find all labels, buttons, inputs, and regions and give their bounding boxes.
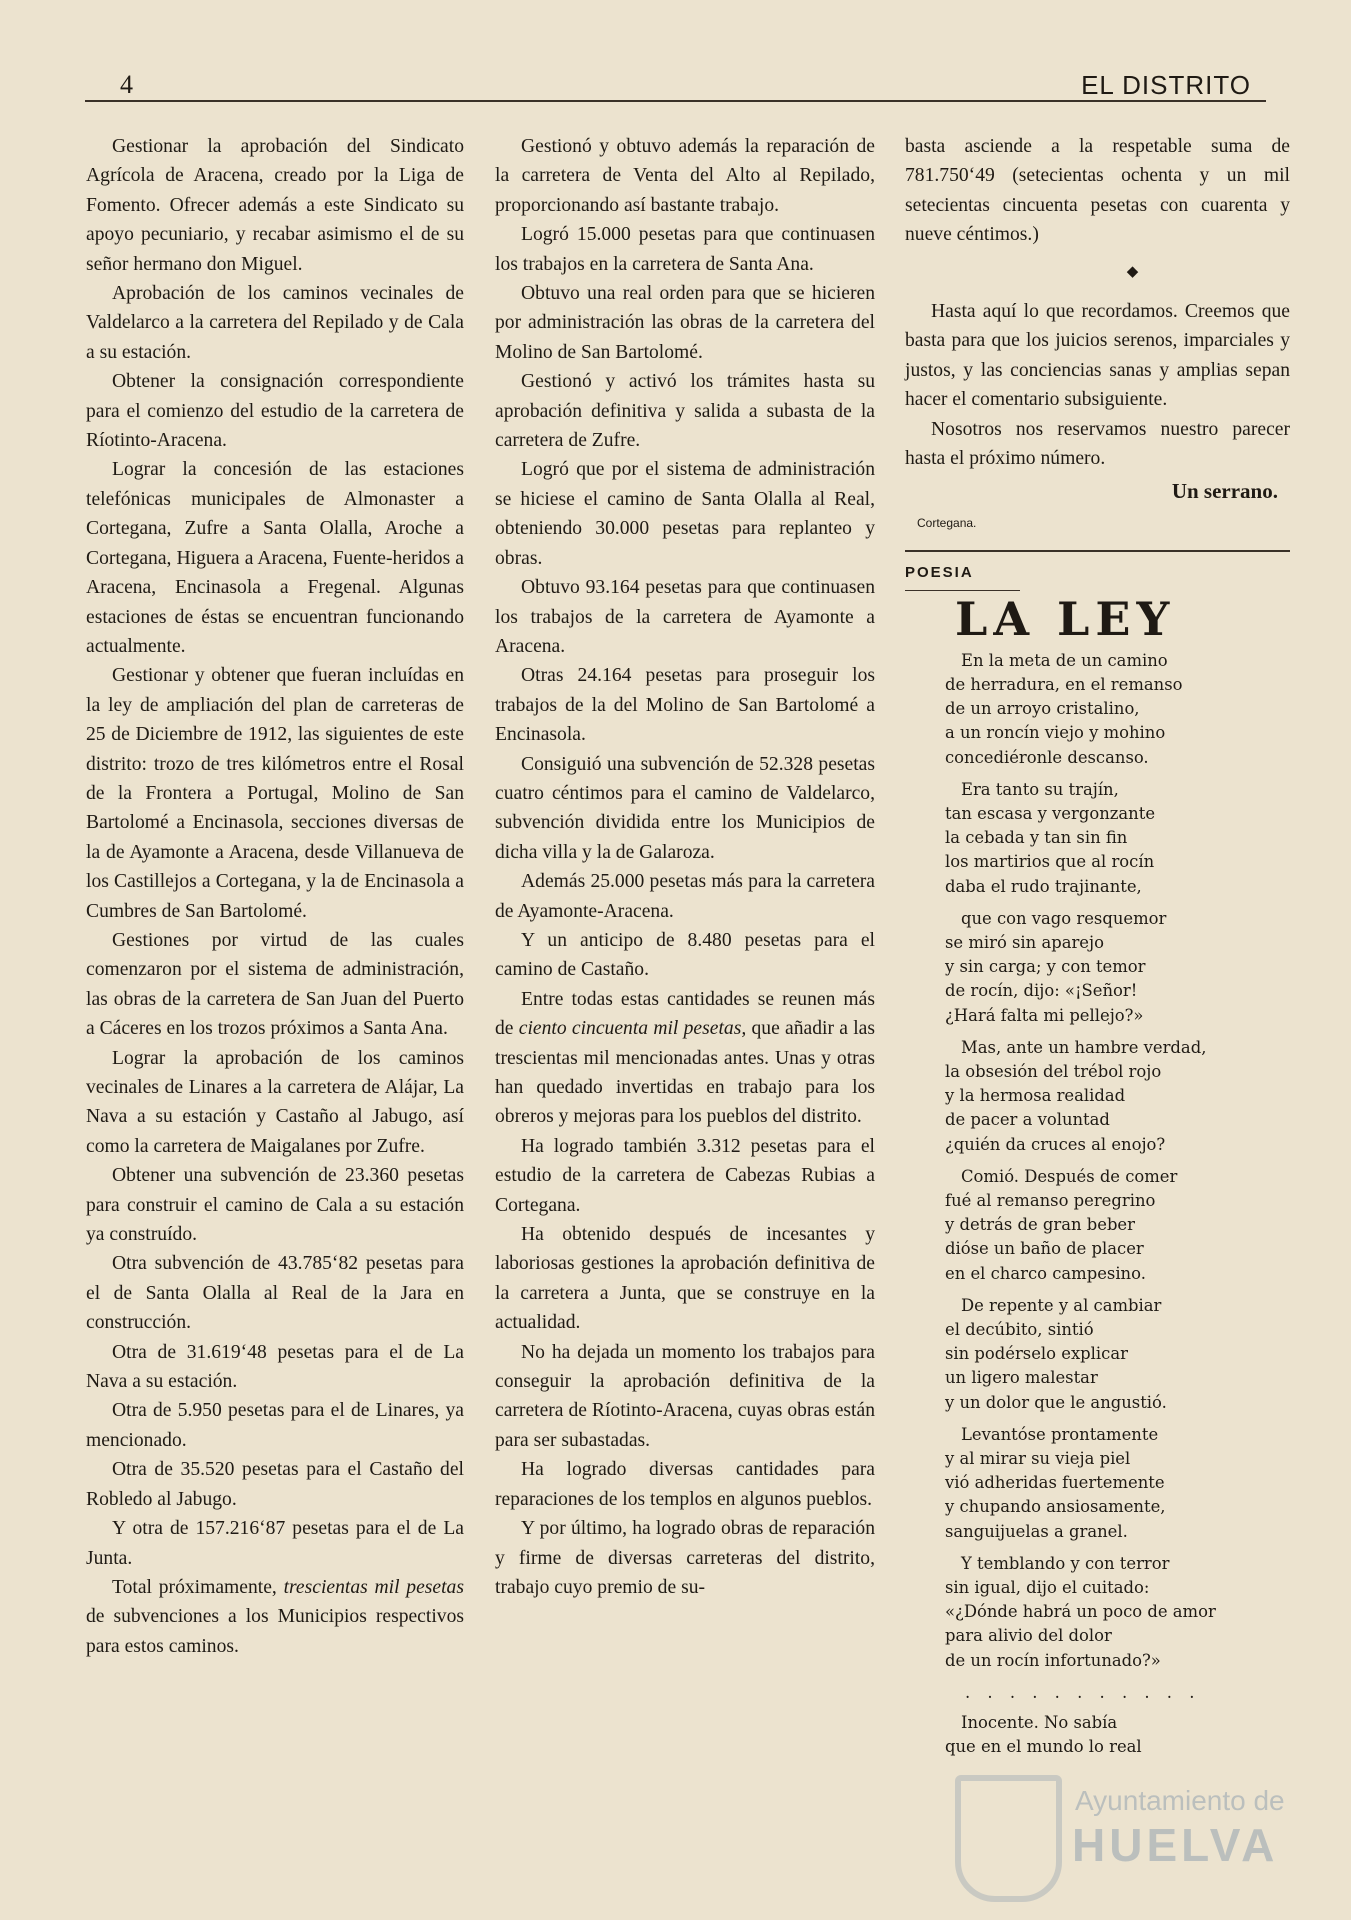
paragraph: No ha dejada un momento los trabajos para conseguir la aprobación definitiva de la carretera de Ríotinto-Aracena, cuyas obras están para ser subastadas. [495, 1341, 875, 1451]
paragraph: Otra de 5.950 pesetas para el de Linares, ya mencionado. [86, 1400, 464, 1451]
verse: y un dolor que le angustió. [945, 1392, 1167, 1412]
verse: y detrás de gran beber [945, 1215, 1135, 1235]
verse: Mas, ante un hambre verdad, [961, 1037, 1207, 1057]
verse: la cebada y tan sin fin [945, 828, 1128, 848]
verse: dióse un baño de placer [945, 1239, 1144, 1259]
verse: vió adheridas fuertemente [945, 1473, 1165, 1493]
paragraph: Lograr la aprobación de los caminos vecinales de Linares a la carretera de Alájar, La Nava a su estación y Castaño al Jabugo, así como la carretera de Maigalanes por Zufre. [86, 1047, 464, 1157]
stanza [945, 1552, 1290, 1673]
poem-title: LA LEY [955, 591, 1176, 646]
verse: de rocín, dijo: «¡Señor! [945, 981, 1138, 1001]
paragraph-total [86, 1573, 464, 1661]
paragraph: Y por último, ha logrado obras de reparación y firme de diversas carreteras del distrito, trabajo cuyo premio de su- [495, 1518, 875, 1598]
watermark-line-1: Ayuntamiento de [1075, 1785, 1285, 1816]
verse: que en el mundo lo real [945, 1737, 1142, 1757]
paragraph: Gestionar y obtener que fueran incluídas en la ley de ampliación del plan de carreteras de 25 de Diciembre de 1912, las siguientes de este distrito: trozo de tres kilómetros entre el Rosal de la Frontera a Portugal, Molino de San Bartolomé a Encinasola, secciones diversas de la de Ayamonte a Aracena, desde Villanueva de los Castillejos a Cortegana, y la de Encinasola a Cumbres de San Bartolomé. [86, 665, 464, 922]
paragraph: Logró 15.000 pesetas para que continuasen los trabajos en la carretera de Santa Ana. [495, 224, 875, 275]
verse: y al mirar su vieja piel [945, 1448, 1131, 1468]
stanza [945, 1036, 1290, 1157]
paragraph: Consiguió una subvención de 52.328 pesetas cuatro céntimos para el camino de Valdelarco, subvención dividida entre los Municipios de dicha villa y la de Galaroza. [495, 753, 875, 863]
section-label: POESIA [905, 564, 974, 582]
paragraph: Ha logrado diversas cantidades para reparaciones de los templos en algunos pueblos. [495, 1459, 875, 1510]
column-3 [905, 132, 1290, 1767]
paragraph: Obtuvo 93.164 pesetas para que continuasen los trabajos de la carretera de Ayamonte a Aracena. [495, 577, 875, 657]
stanza [945, 1711, 1290, 1759]
paragraph: Obtuvo una real orden para que se hicieren por administración las obras de la carretera del Molino de San Bartolomé. [495, 283, 875, 363]
verse: tan escasa y vergonzante [945, 803, 1156, 823]
verse: De repente y al cambiar [961, 1295, 1162, 1315]
ellipsis-line: . . . . . . . . . . . [965, 1682, 1201, 1702]
stanza [945, 1165, 1290, 1286]
paragraph: Y un anticipo de 8.480 pesetas para el camino de Castaño. [495, 929, 875, 981]
verse: Comió. Después de comer [961, 1166, 1178, 1186]
text-run: que añadir a las trescientas mil mencionadas antes. Unas y otras han quedado invertidas en trabajo para los obreros y mejoras para los pueblos del distrito. [495, 1018, 875, 1128]
verse: de un arroyo cristalino, [945, 699, 1140, 719]
section-rule [905, 550, 1290, 552]
column-1 [86, 132, 464, 1661]
verse: y chupando ansiosamente, [945, 1497, 1166, 1517]
paragraph: Otras 24.164 pesetas para proseguir los trabajos de la del Molino de San Bartolomé a Encinasola. [495, 665, 875, 746]
verse: sin igual, dijo el cuitado: [945, 1578, 1150, 1597]
paragraph: Obtener una subvención de 23.360 pesetas para construir el camino de Cala a su estación ya construído. [86, 1165, 464, 1246]
verse: fué al remanso peregrino [945, 1190, 1156, 1210]
paragraph: Ha obtenido después de incesantes y laboriosas gestiones la aprobación definitiva de la carretera a Junta, que se construye en la actualidad. [495, 1224, 875, 1334]
stanza [945, 778, 1290, 899]
paragraph: Gestiones por virtud de las cuales comenzaron por el sistema de administración, las obras de la carretera de San Juan del Puerto a Cáceres en los trozos próximos a Santa Ana. [86, 929, 464, 1040]
verse: ¿quién da cruces al enojo? [945, 1134, 1166, 1154]
verse: a un roncín viejo y mohino [945, 723, 1166, 743]
paragraph: Obtener la consignación correspondiente para el comienzo del estudio de la carretera de Ríotinto-Aracena. [86, 371, 464, 452]
stanza [945, 649, 1290, 770]
verse: Inocente. No sabía [961, 1713, 1118, 1733]
verse: y la hermosa realidad [945, 1086, 1126, 1106]
verse: se miró sin aparejo [945, 932, 1104, 952]
verse: sin podérselo explicar [945, 1344, 1128, 1364]
verse: de pacer a voluntad [945, 1110, 1110, 1130]
header-rule [85, 100, 1266, 102]
paragraph: Gestionar la aprobación del Sindicato Agrícola de Aracena, creado por la Liga de Fomento. Ofrecer además a este Sindicato su apoyo pecuniario, y recabar asimismo el de su señor hermano don Miguel. [86, 136, 464, 275]
paragraph: Hasta aquí lo que recordamos. Creemos que basta para que los juicios serenos, imparciales y justos, y las conciencias sanas y amplias sepan hacer el comentario subsiguiente. [905, 301, 1290, 411]
paragraph: Lograr la concesión de las estaciones telefónicas municipales de Almonaster a Cortegana, Zufre a Santa Olalla, Aroche a Cortegana, Higuera a Aracena, Fuente-heridos a Aracena, Encinasola a Fregenal. Algunas estaciones de éstas se encuentran funcionando actualmente. [86, 459, 464, 657]
verse: Levantóse prontamente [961, 1424, 1159, 1444]
section-underline [905, 590, 1020, 591]
paragraph-continued: basta asciende a la respetable suma de 781.750‘49 (setecientas ochenta y un mil setecientas cincuenta pesetas con cuarenta y nueve céntimos.) [905, 136, 1290, 246]
paragraph-summary [495, 985, 875, 1132]
signature: Un serrano. [1171, 479, 1278, 504]
stanza [945, 1423, 1290, 1544]
verse: Era tanto su trajín, [961, 779, 1119, 799]
paragraph: Otra de 31.619‘48 pesetas para el de La Nava a su estación. [86, 1341, 464, 1393]
stanza [945, 907, 1290, 1028]
verse: concediéronle descanso. [945, 747, 1149, 767]
shield-watermark-icon [955, 1775, 1062, 1902]
italic-text: trescientas mil pesetas [283, 1576, 464, 1598]
place-line: Cortegana. [917, 515, 977, 530]
text-run: de subvenciones a los Municipios respectivos para estos caminos. [86, 1606, 464, 1657]
paragraph: Gestionó y activó los trámites hasta su aprobación definitiva y salida a subasta de la carretera de Zufre. [495, 371, 875, 452]
paragraph: Otra de 35.520 pesetas para el Castaño del Robledo al Jabugo. [86, 1459, 464, 1510]
verse: y sin carga; y con temor [945, 957, 1146, 977]
newspaper-title: EL DISTRITO [1081, 70, 1251, 100]
verse: «¿Dónde habrá un poco de amor [945, 1602, 1216, 1622]
diamond-ornament-icon: ◆ [1126, 263, 1139, 280]
paragraph: Ha logrado también 3.312 pesetas para el estudio de la carretera de Cabezas Rubias a Cortegana. [495, 1135, 875, 1216]
verse: para alivio del dolor [945, 1626, 1112, 1646]
paragraph: Logró que por el sistema de administración se hiciese el camino de Santa Olalla al Real, obteniendo 30.000 pesetas para replanteo y obras. [495, 459, 875, 569]
paragraph: Nosotros nos reservamos nuestro parecer hasta el próximo número. [905, 418, 1290, 470]
poem [945, 649, 1290, 1760]
italic-text: ciento cincuenta mil pesetas, [518, 1018, 747, 1040]
text-run: Total próximamente, [112, 1576, 284, 1598]
paragraph: Otra subvención de 43.785‘82 pesetas para el de Santa Olalla al Real de la Jara en construcción. [86, 1253, 464, 1334]
verse: que con vago resquemor [961, 908, 1167, 928]
verse: un ligero malestar [945, 1368, 1098, 1388]
verse: el decúbito, sintió [945, 1319, 1094, 1339]
verse: los martirios que al rocín [945, 852, 1155, 872]
paragraph: Aprobación de los caminos vecinales de Valdelarco a la carretera del Repilado y de Cala a su estación. [86, 283, 464, 363]
verse: Y temblando y con terror [961, 1553, 1170, 1573]
text-run: Entre todas estas cantidades se reunen más de [495, 988, 875, 1040]
paragraph: Además 25.000 pesetas más para la carretera de Ayamonte-Aracena. [495, 871, 875, 922]
verse: sanguijuelas a granel. [945, 1521, 1128, 1541]
verse: ¿Hará falta mi pellejo?» [945, 1005, 1144, 1025]
verse: En la meta de un camino [961, 650, 1168, 670]
column-2 [495, 132, 875, 1602]
paragraph: Y otra de 157.216‘87 pesetas para el de La Junta. [86, 1518, 464, 1569]
verse: de un rocín infortunado?» [945, 1650, 1161, 1670]
paragraph: Gestionó y obtuvo además la reparación de la carretera de Venta del Alto al Repilado, proporcionando así bastante trabajo. [495, 136, 875, 216]
verse: daba el rudo trajinante, [945, 876, 1142, 896]
stanza [945, 1294, 1290, 1415]
watermark-line-2: HUELVA [1072, 1819, 1279, 1871]
verse: la obsesión del trébol rojo [945, 1061, 1162, 1081]
page-number: 4 [120, 70, 133, 99]
verse: de herradura, en el remanso [945, 674, 1183, 694]
verse: en el charco campesino. [945, 1263, 1146, 1283]
